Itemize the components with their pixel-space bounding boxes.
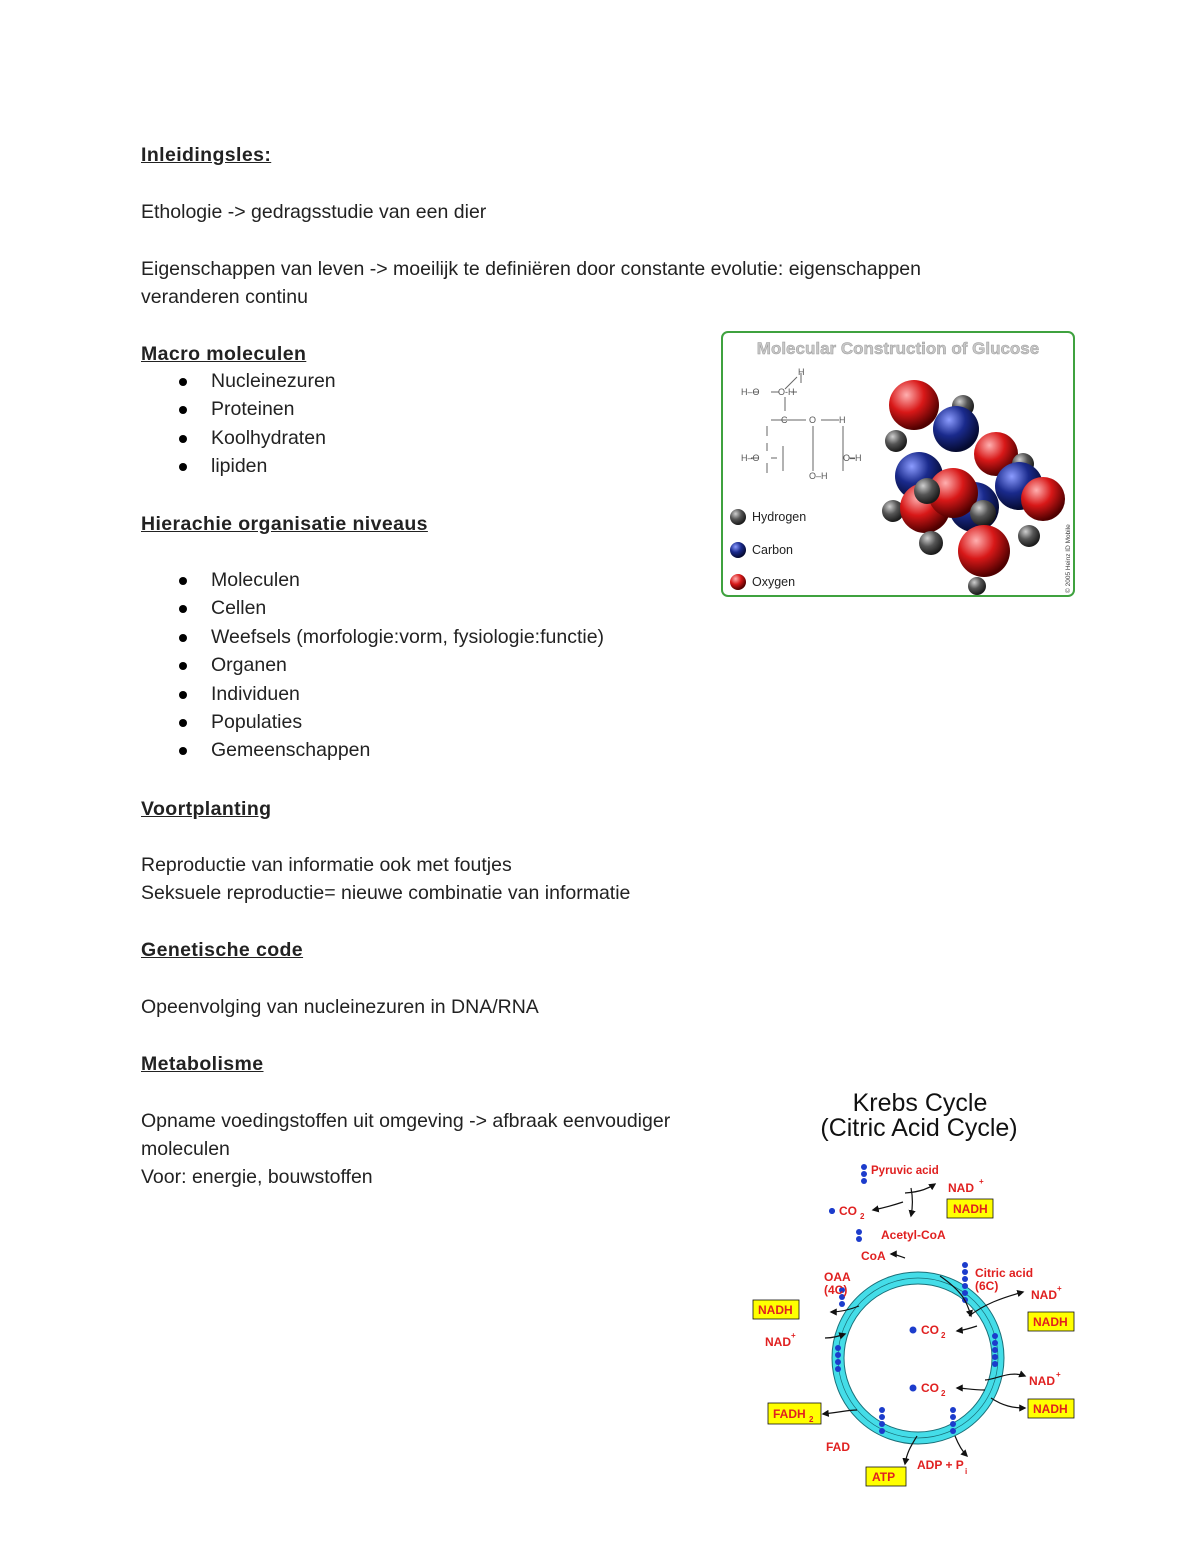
label-nadh: NADH (758, 1303, 793, 1317)
label-nad: NAD (765, 1335, 791, 1349)
list-item: Nucleinezuren (141, 367, 336, 395)
list-item: Populaties (141, 708, 604, 736)
text-reproductie: Reproductie van informatie ook met foutjes (141, 854, 512, 876)
glucose-diagram (721, 331, 1075, 597)
label-nad: NAD (1031, 1288, 1057, 1302)
atom-label: O (809, 415, 817, 425)
atom-label: H (839, 415, 846, 425)
krebs-diagram (745, 1080, 1090, 1490)
bullet-icon (179, 435, 187, 443)
heading-genetische-code: Genetische code (141, 939, 304, 961)
text-ethologie: Ethologie -> gedragsstudie van een dier (141, 201, 487, 223)
label-oaa: OAA (824, 1270, 851, 1284)
krebs-figure (745, 1080, 1090, 1490)
bullet-icon (179, 406, 187, 414)
text-voor: Voor: energie, bouwstoffen (141, 1166, 373, 1188)
label-fad: FAD (826, 1440, 850, 1454)
bullet-icon (179, 747, 187, 755)
glucose-figure (721, 331, 1075, 597)
text-eigenschappen-2: veranderen continu (141, 286, 308, 308)
list-item: Cellen (141, 594, 604, 622)
label-co2: CO (921, 1323, 939, 1337)
cycle-ring (838, 1278, 998, 1438)
text-opeenvolging: Opeenvolging van nucleinezuren in DNA/RNA (141, 996, 539, 1018)
list-macro-moleculen (141, 367, 336, 481)
label-6c: (6C) (975, 1279, 999, 1293)
text-moleculen: moleculen (141, 1138, 230, 1160)
label-pyruvic-acid: Pyruvic acid (871, 1165, 939, 1177)
text-eigenschappen-1: Eigenschappen van leven -> moeilijk te definiëren door constante evolutie: eigenschappen (141, 258, 921, 280)
krebs-title-2: (Citric Acid Cycle) (820, 1114, 1018, 1142)
label-subscript: 2 (809, 1415, 814, 1424)
list-item: Weefsels (morfologie:vorm, fysiologie:functie) (141, 623, 604, 651)
atom-label: O-H (778, 387, 795, 397)
bullet-icon (179, 463, 187, 471)
legend-hydrogen: Hydrogen (752, 510, 807, 524)
atom-label: H (798, 367, 805, 377)
glucose-title: Molecular Construction of Glucose (756, 339, 1040, 358)
bullet-icon (179, 605, 187, 613)
label-subscript: 2 (941, 1331, 946, 1340)
label-citric-acid: Citric acid (975, 1266, 1034, 1280)
label-coa: CoA (861, 1249, 886, 1263)
atom-label: O–H (843, 453, 862, 463)
label-adp-pi: ADP + P (917, 1458, 964, 1472)
label-plus: + (1057, 1284, 1062, 1293)
glucose-copyright: © 2005 Heinz ID Mobile (1065, 524, 1072, 593)
label-4c: (4C) (824, 1283, 848, 1297)
label-plus: + (791, 1331, 796, 1340)
list-item: Proteinen (141, 395, 336, 423)
legend-oxygen: Oxygen (752, 575, 796, 589)
label-fadh2: FADH (773, 1407, 806, 1421)
list-item: Organen (141, 651, 604, 679)
text-seksuele-reproductie: Seksuele reproductie= nieuwe combinatie van informatie (141, 882, 631, 904)
heading-macro-moleculen: Macro moleculen (141, 343, 307, 365)
label-acetyl-coa: Acetyl-CoA (881, 1228, 946, 1242)
heading-voortplanting: Voortplanting (141, 798, 272, 820)
legend-carbon: Carbon (752, 543, 793, 557)
label-nadh: NADH (1033, 1315, 1068, 1329)
bullet-icon (179, 719, 187, 727)
hydrogen-dot-icon (730, 509, 746, 525)
text-opname: Opname voedingstoffen uit omgeving -> afbraak eenvoudiger (141, 1110, 671, 1132)
atom-label: H–O (741, 387, 760, 397)
list-hierachie (141, 566, 604, 765)
krebs-title-1: Krebs Cycle (852, 1089, 988, 1117)
heading-metabolisme: Metabolisme (141, 1053, 264, 1075)
label-plus: + (1056, 1370, 1061, 1379)
label-nad: NAD (948, 1181, 974, 1195)
label-co2: CO (921, 1381, 939, 1395)
list-item: Koolhydraten (141, 424, 336, 452)
label-atp: ATP (872, 1470, 896, 1484)
label-subscript: 2 (941, 1389, 946, 1398)
atom-label: H–O (741, 453, 760, 463)
label-nadh: NADH (953, 1202, 988, 1216)
bullet-icon (179, 378, 187, 386)
atom-label: O–H (809, 471, 828, 481)
heading-inleidingsles: Inleidingsles: (141, 144, 272, 166)
carbon-dot-icon (730, 542, 746, 558)
label-nadh: NADH (1033, 1402, 1068, 1416)
heading-hierachie: Hierachie organisatie niveaus (141, 513, 428, 535)
label-subscript: 2 (860, 1212, 865, 1221)
oxygen-dot-icon (730, 574, 746, 590)
list-item: lipiden (141, 452, 336, 480)
list-item: Individuen (141, 680, 604, 708)
bullet-icon (179, 577, 187, 585)
list-item: Moleculen (141, 566, 604, 594)
atom-label: C (781, 415, 788, 425)
label-plus: + (979, 1177, 984, 1186)
bullet-icon (179, 662, 187, 670)
label-co2: CO (839, 1204, 857, 1218)
list-item: Gemeenschappen (141, 736, 604, 764)
label-subscript: i (965, 1467, 968, 1476)
bullet-icon (179, 691, 187, 699)
bullet-icon (179, 634, 187, 642)
label-nad: NAD (1029, 1374, 1055, 1388)
